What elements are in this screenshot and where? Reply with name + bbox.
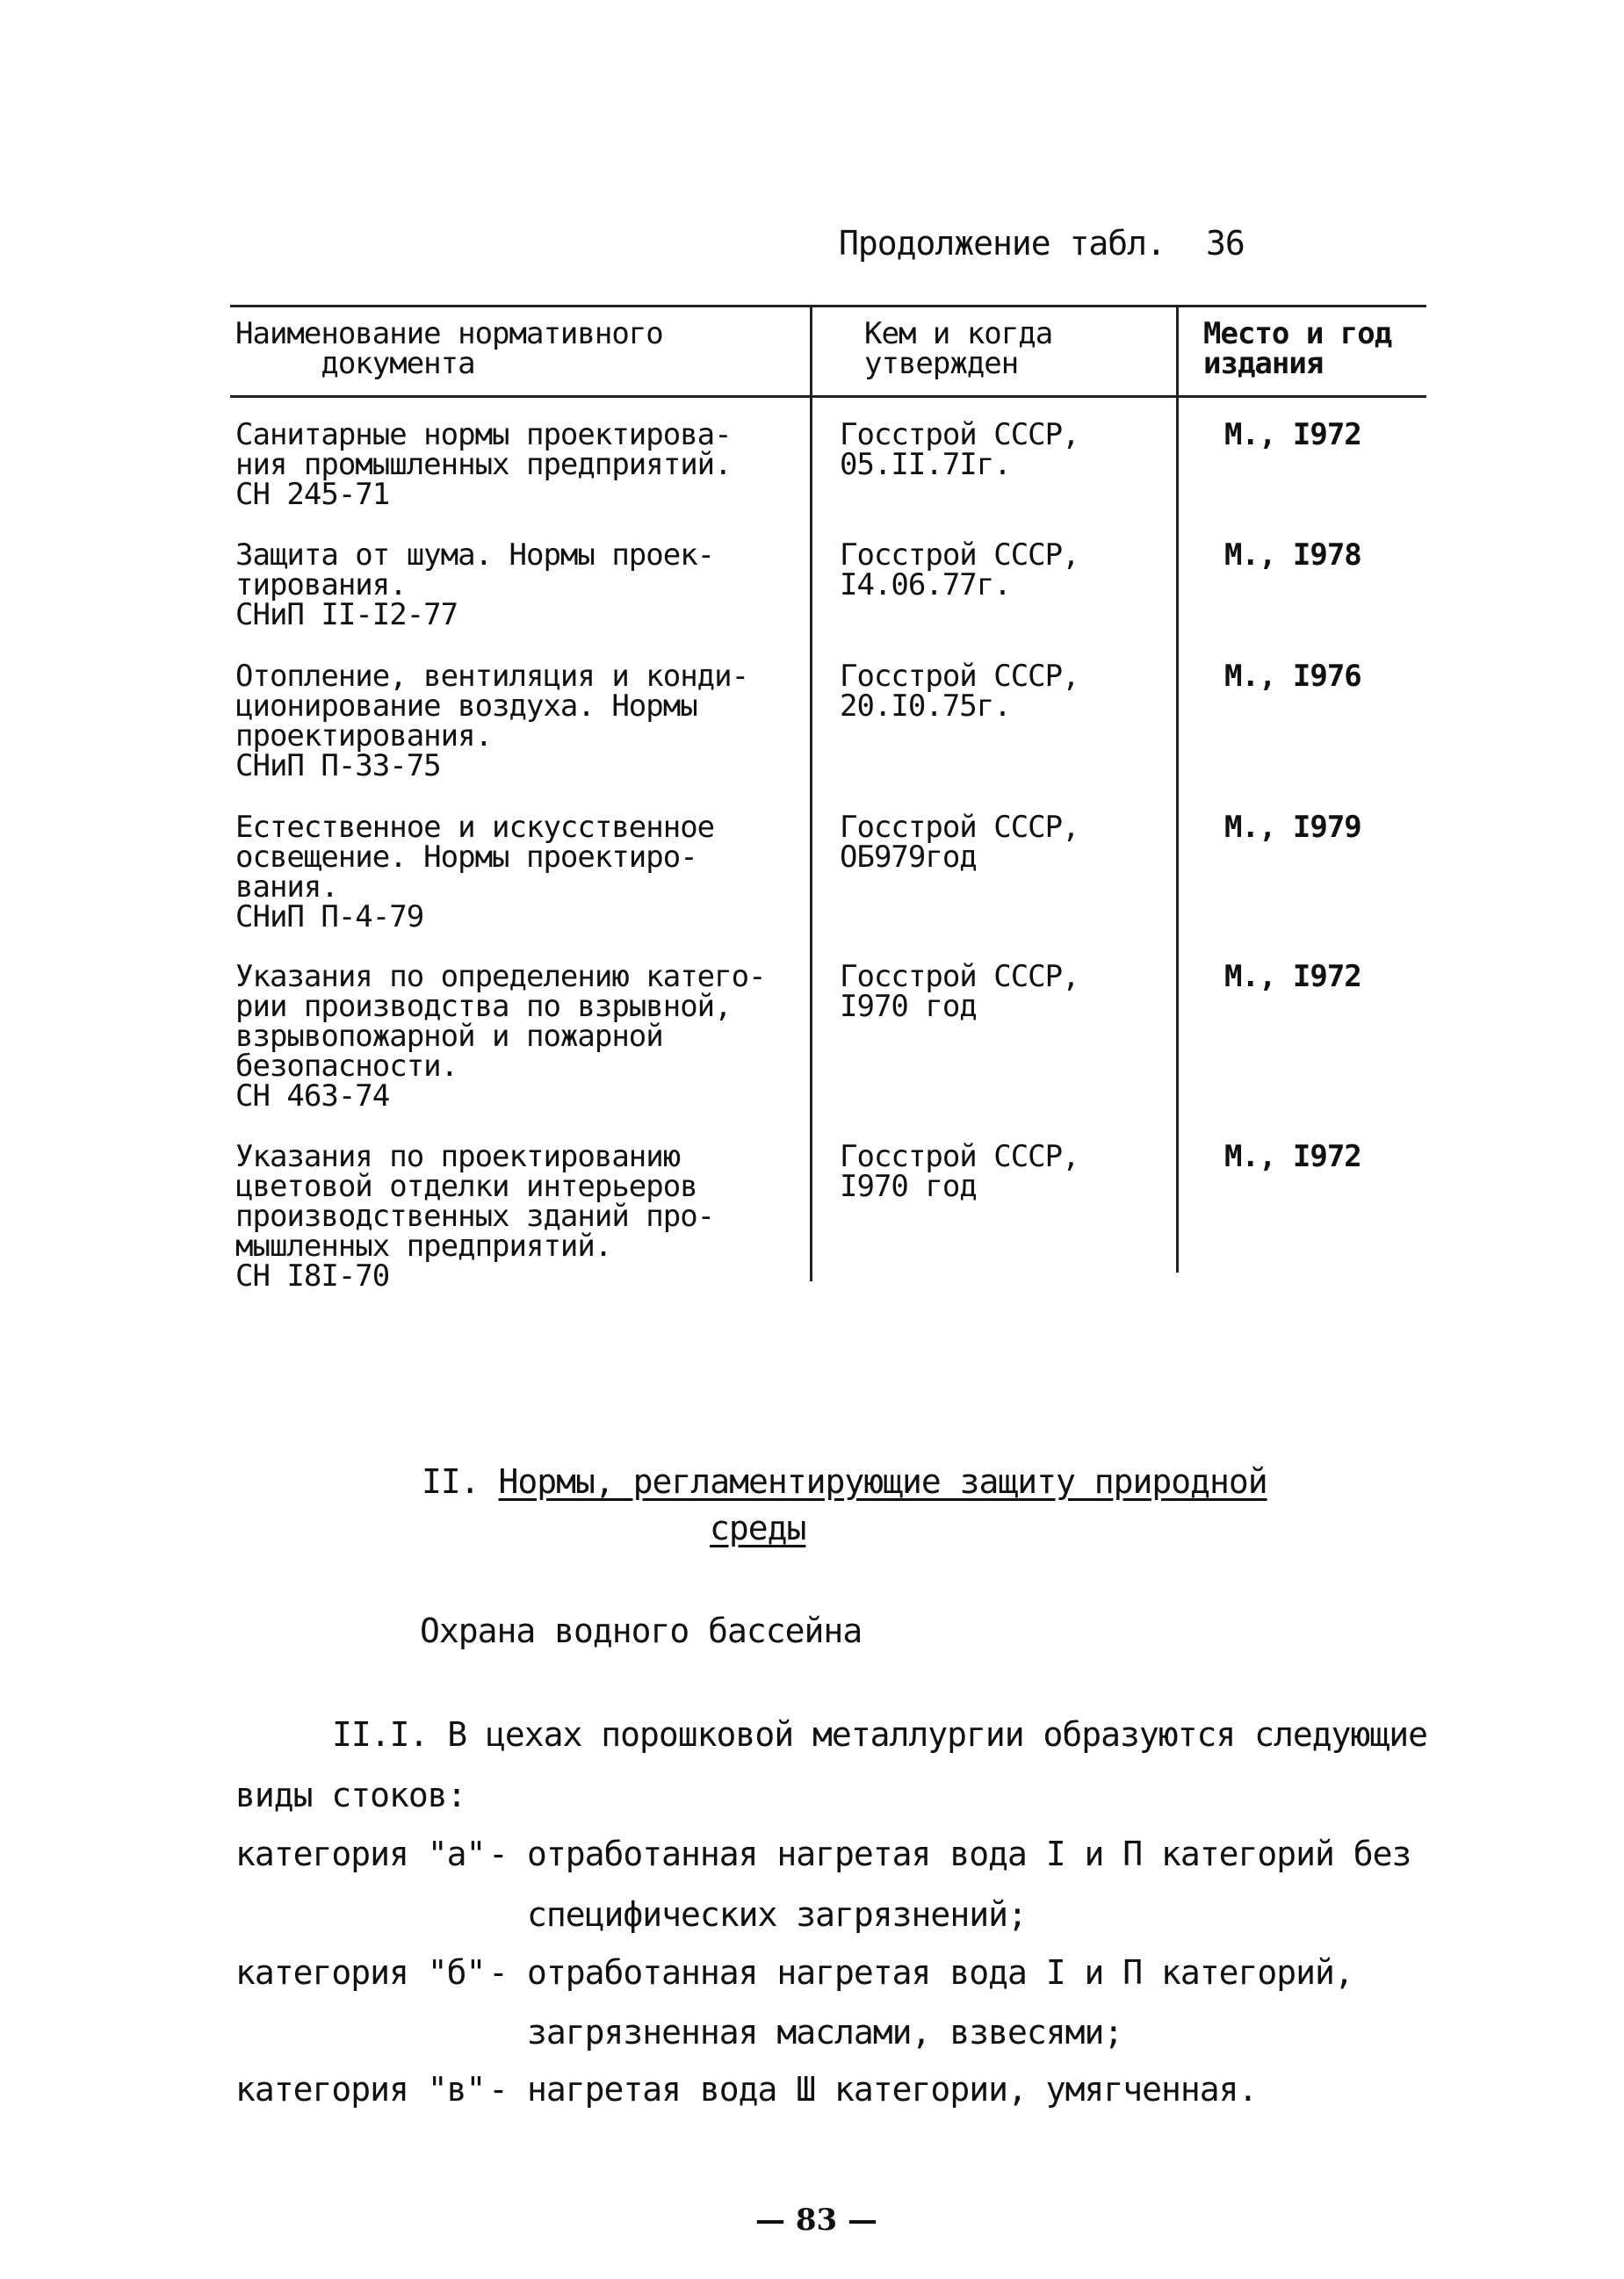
row-1-approved-by: Госстрой СССР, I4.06.77г. xyxy=(840,537,1079,602)
category-b-label: категория "б" xyxy=(235,1953,486,1992)
section-number: II. xyxy=(422,1462,480,1501)
row-0-document-name: Санитарные нормы проектирова- ния промышленных предприятий. СН 245-71 xyxy=(235,417,732,512)
header-publication-place: Место и год издания xyxy=(1203,316,1392,381)
row-2-approved-by: Госстрой СССР, 20.I0.75г. xyxy=(840,659,1079,724)
category-a-dash: - xyxy=(488,1835,509,1873)
row-3-approved-by: Госстрой СССР, ОБ979год xyxy=(840,810,1079,875)
section-title-line-1: Нормы, регламентирующие защиту природной xyxy=(498,1462,1267,1501)
row-5-document-name: Указания по проектированию цветовой отделки интерьеров производственных зданий про- мышленных предприятий. СН I8I-70 xyxy=(235,1139,715,1294)
category-b-text-continued: загрязненная маслами, взвесями; xyxy=(527,2013,1123,2052)
category-b-text: отработанная нагретая вода I и П категорий, xyxy=(527,1953,1353,1992)
category-v-dash: - xyxy=(488,2070,509,2109)
column-divider-1 xyxy=(810,305,812,1281)
category-v-label: категория "в" xyxy=(235,2070,486,2109)
row-4-publication-place: М., I972 xyxy=(1224,959,1361,994)
row-4-approved-by: Госстрой СССР, I970 год xyxy=(840,959,1079,1024)
page-number: — 83 — xyxy=(755,2203,877,2238)
category-a-text-continued: специфических загрязнений; xyxy=(527,1895,1027,1934)
table-number: 36 xyxy=(1205,224,1245,263)
row-2-publication-place: М., I976 xyxy=(1224,659,1361,694)
row-3-document-name: Естественное и искусственное освещение. Нормы проектиро- вания. СНиП П-4-79 xyxy=(235,810,715,934)
paragraph-line-2: виды стоков: xyxy=(235,1776,466,1814)
column-divider-2 xyxy=(1176,305,1179,1273)
category-a-label: категория "а" xyxy=(235,1835,486,1873)
row-5-publication-place: М., I972 xyxy=(1224,1139,1361,1174)
table-caption xyxy=(839,224,1245,263)
category-a-text: отработанная нагретая вода I и П категорий без xyxy=(527,1835,1411,1873)
section-title-line-2: среды xyxy=(710,1509,806,1547)
row-4-document-name: Указания по определению катего- рии производства по взрывной, взрывопожарной и пожарной безопасности. СН 463-74 xyxy=(235,959,766,1114)
row-5-approved-by: Госстрой СССР, I970 год xyxy=(840,1139,1079,1204)
row-2-document-name: Отопление, вентиляция и конди- ционирование воздуха. Нормы проектирования. СНиП П-33-75 xyxy=(235,659,749,783)
row-1-document-name: Защита от шума. Нормы проек- тирования. СНиП II-I2-77 xyxy=(235,537,715,632)
category-b-dash: - xyxy=(488,1953,509,1992)
row-1-publication-place: М., I978 xyxy=(1224,537,1361,573)
table-caption-text: Продолжение табл. xyxy=(839,224,1166,263)
paragraph-line-1: II.I. В цехах порошковой металлургии образуются следующие xyxy=(332,1715,1428,1754)
header-document-name: Наименование нормативного документа xyxy=(235,316,663,381)
row-3-publication-place: М., I979 xyxy=(1224,810,1361,845)
table-header-rule xyxy=(230,395,1426,398)
section-heading xyxy=(422,1462,1267,1501)
header-approved-by: Кем и когда утвержден xyxy=(864,316,1053,381)
row-0-publication-place: М., I972 xyxy=(1224,417,1361,452)
table-top-rule xyxy=(230,305,1426,307)
subheading: Охрана водного бассейна xyxy=(420,1612,863,1650)
row-0-approved-by: Госстрой СССР, 05.II.7Iг. xyxy=(840,417,1079,482)
category-v-text: нагретая вода Ш категории, умягченная. xyxy=(527,2070,1258,2109)
